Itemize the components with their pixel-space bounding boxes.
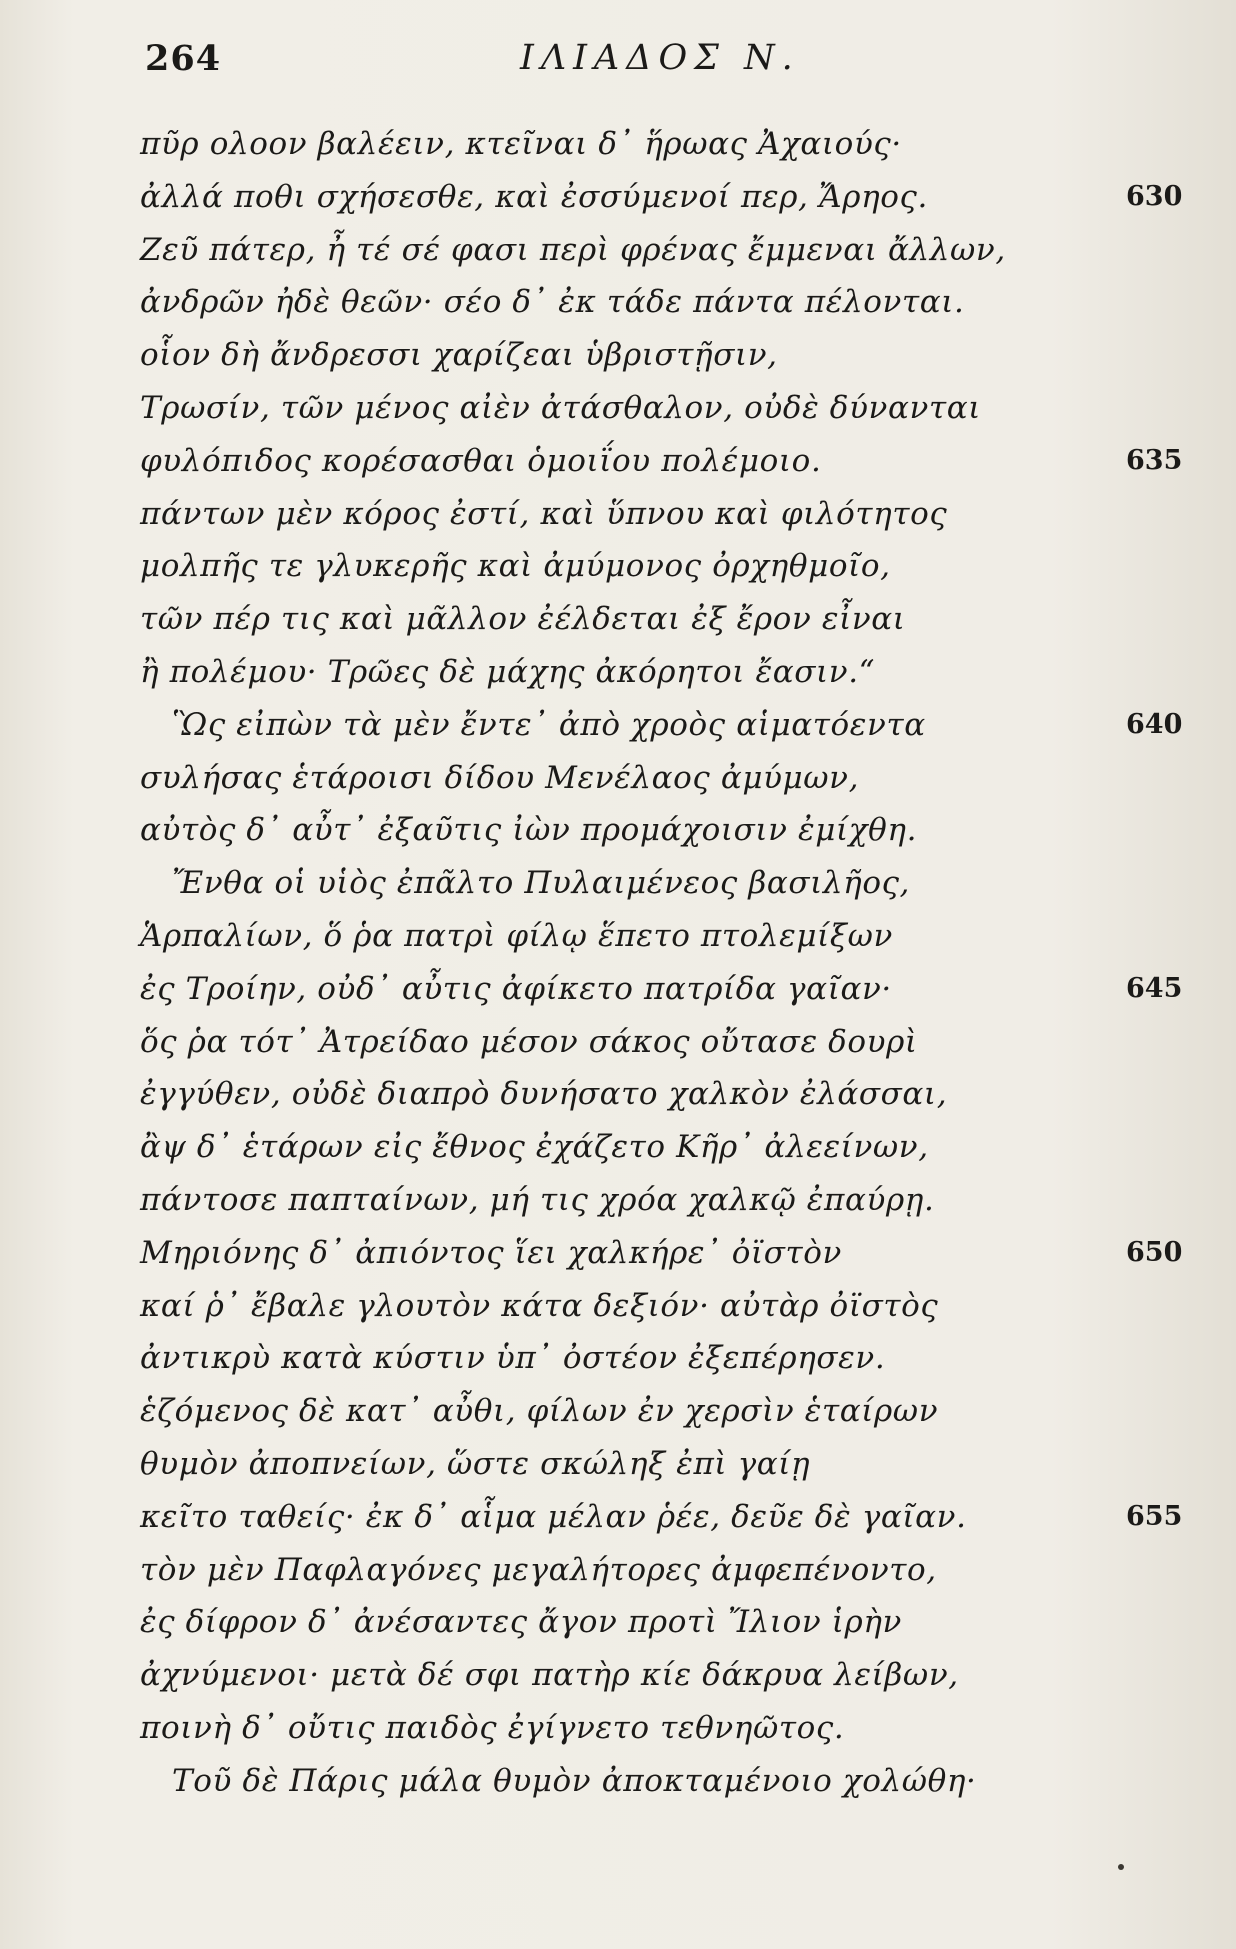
verse-text: τὸν μὲν Παφλαγόνες μεγαλήτορες ἀμφεπένοντο, bbox=[140, 1551, 937, 1588]
verse-text: φυλόπιδος κορέσασθαι ὁμοιΐου πολέμοιο. bbox=[140, 442, 822, 479]
verse-line bbox=[0, 224, 1236, 277]
verse-line bbox=[0, 1068, 1236, 1121]
verse-text: θυμὸν ἀποπνείων, ὥστε σκώληξ ἐπὶ γαίῃ bbox=[140, 1445, 811, 1482]
verse-text: καί ῥ᾽ ἔβαλε γλουτὸν κάτα δεξιόν· αὐτὰρ ὀϊστὸς bbox=[140, 1287, 939, 1324]
verse-line bbox=[0, 1174, 1236, 1227]
verse-text: οἷον δὴ ἄνδρεσσι χαρίζεαι ὑβριστῇσιν, bbox=[140, 337, 778, 374]
verse-line bbox=[0, 1121, 1236, 1174]
verse-text: Ὣς εἰπὼν τὰ μὲν ἔντε᾽ ἀπὸ χροὸς αἱματόεντα bbox=[172, 706, 926, 743]
verse-text: ἑζόμενος δὲ κατ᾽ αὖθι, φίλων ἐν χερσὶν ἑταίρων bbox=[140, 1393, 939, 1430]
verse-text: Τρωσίν, τῶν μένος αἰὲν ἀτάσθαλον, οὐδὲ δύνανται bbox=[140, 389, 981, 426]
verse-text: Ἁρπαλίων, ὅ ῥα πατρὶ φίλῳ ἕπετο πτολεμίξων bbox=[140, 917, 893, 954]
verse-text: ἐς δίφρον δ᾽ ἀνέσαντες ἄγον προτὶ Ἴλιον ἱρὴν bbox=[140, 1604, 902, 1641]
verse-line bbox=[0, 1596, 1236, 1649]
verse-line bbox=[0, 118, 1236, 171]
verse-line bbox=[0, 1280, 1236, 1333]
verse-line bbox=[0, 1227, 1236, 1280]
verse-text: αὐτὸς δ᾽ αὖτ᾽ ἐξαῦτις ἰὼν προμάχοισιν ἐμίχθη. bbox=[140, 812, 918, 849]
running-title: ΙΛΙΑΔΟΣ Ν. bbox=[520, 38, 800, 78]
verse-text: ποινὴ δ᾽ οὔτις παιδὸς ἐγίγνετο τεθνηῶτος. bbox=[140, 1709, 845, 1746]
verse-line bbox=[0, 435, 1236, 488]
line-number: 635 bbox=[1126, 444, 1183, 476]
verse-line bbox=[0, 1544, 1236, 1597]
verse-line bbox=[0, 171, 1236, 224]
verse-text: πάντων μὲν κόρος ἐστί, καὶ ὕπνου καὶ φιλότητος bbox=[140, 495, 948, 532]
verse-text: μολπῆς τε γλυκερῆς καὶ ἀμύμονος ὀρχηθμοῖο, bbox=[140, 548, 891, 585]
verse-line bbox=[0, 1755, 1236, 1808]
verse-text: ὅς ῥα τότ᾽ Ἀτρείδαο μέσον σάκος οὔτασε δουρὶ bbox=[140, 1023, 918, 1060]
line-number: 655 bbox=[1126, 1500, 1183, 1532]
verse-line bbox=[0, 963, 1236, 1016]
verse-line bbox=[0, 1438, 1236, 1491]
print-speck-mark bbox=[1118, 1864, 1124, 1870]
verse-line bbox=[0, 1491, 1236, 1544]
verse-text: πῦρ ολοον βαλέειν, κτεῖναι δ᾽ ἥρωας Ἀχαιούς· bbox=[140, 126, 902, 162]
verse-text: ἀνδρῶν ἠδὲ θεῶν· σέο δ᾽ ἐκ τάδε πάντα πέλονται. bbox=[140, 284, 965, 321]
verse-line bbox=[0, 593, 1236, 646]
page-number: 264 bbox=[145, 38, 222, 79]
verse-line bbox=[0, 857, 1236, 910]
verse-text: ἀχνύμενοι· μετὰ δέ σφι πατὴρ κίε δάκρυα λείβων, bbox=[140, 1657, 959, 1694]
line-number: 650 bbox=[1126, 1236, 1183, 1268]
verse-block bbox=[0, 118, 1236, 1808]
verse-text: Μηριόνης δ᾽ ἀπιόντος ἵει χαλκήρε᾽ ὀϊστὸν bbox=[140, 1234, 842, 1271]
verse-text: τῶν πέρ τις καὶ μᾶλλον ἐέλδεται ἐξ ἔρον εἶναι bbox=[140, 601, 906, 638]
verse-line bbox=[0, 540, 1236, 593]
verse-text: ἀντικρὺ κατὰ κύστιν ὑπ᾽ ὀστέον ἐξεπέρησεν. bbox=[140, 1340, 886, 1377]
verse-line bbox=[0, 488, 1236, 541]
page-header bbox=[0, 38, 1236, 98]
verse-text: κεῖτο ταθείς· ἐκ δ᾽ αἷμα μέλαν ῥέε, δεῦε δὲ γαῖαν. bbox=[140, 1498, 967, 1535]
verse-text: πάντοσε παπταίνων, μή τις χρόα χαλκῷ ἐπαύρῃ. bbox=[140, 1181, 935, 1218]
verse-text: Ἔνθα οἱ υἱὸς ἐπᾶλτο Πυλαιμένεος βασιλῆος, bbox=[172, 865, 910, 902]
verse-line bbox=[0, 1649, 1236, 1702]
verse-line bbox=[0, 804, 1236, 857]
verse-line bbox=[0, 699, 1236, 752]
verse-text: Τοῦ δὲ Πάρις μάλα θυμὸν ἀποκταμένοιο χολώθη· bbox=[172, 1762, 977, 1799]
verse-text: ἂψ δ᾽ ἑτάρων εἰς ἔθνος ἐχάζετο Κῆρ᾽ ἀλεείνων, bbox=[140, 1129, 929, 1166]
verse-line bbox=[0, 910, 1236, 963]
verse-text: ἐς Τροίην, οὐδ᾽ αὖτις ἀφίκετο πατρίδα γαῖαν· bbox=[140, 970, 892, 1007]
verse-line bbox=[0, 1016, 1236, 1069]
verse-line bbox=[0, 1385, 1236, 1438]
verse-line bbox=[0, 1332, 1236, 1385]
line-number: 630 bbox=[1126, 180, 1183, 212]
verse-line bbox=[0, 382, 1236, 435]
verse-text: συλήσας ἑτάροισι δίδου Μενέλαος ἀμύμων, bbox=[140, 759, 860, 796]
verse-line bbox=[0, 329, 1236, 382]
verse-line bbox=[0, 752, 1236, 805]
verse-text: ἢ πολέμου· Τρῶες δὲ μάχης ἀκόρητοι ἔασιν.“ bbox=[140, 653, 876, 690]
verse-line bbox=[0, 646, 1236, 699]
verse-line bbox=[0, 276, 1236, 329]
verse-text: ἐγγύθεν, οὐδὲ διαπρὸ δυνήσατο χαλκὸν ἐλάσσαι, bbox=[140, 1076, 948, 1113]
verse-text: Ζεῦ πάτερ, ἦ τέ σέ φασι περὶ φρένας ἔμμεναι ἄλλων, bbox=[140, 231, 1006, 268]
line-number: 645 bbox=[1126, 972, 1183, 1004]
line-number: 640 bbox=[1126, 708, 1183, 740]
verse-text: ἀλλά ποθι σχήσεσθε, καὶ ἐσσύμενοί περ, Ἄρηος. bbox=[140, 178, 928, 215]
verse-line bbox=[0, 1702, 1236, 1755]
